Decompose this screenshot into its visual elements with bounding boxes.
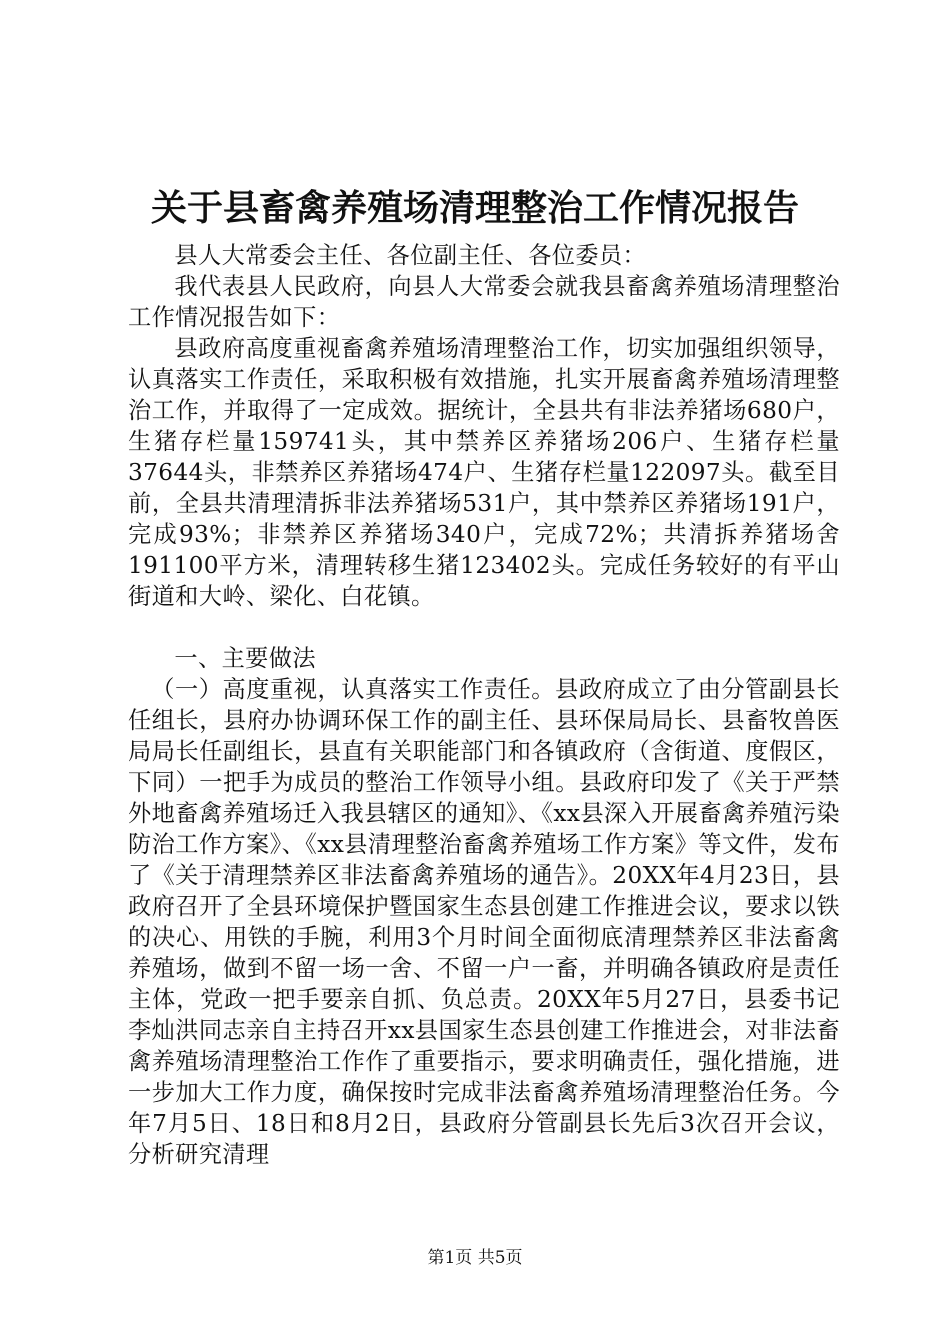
subsection-paragraph: （一）高度重视，认真落实工作责任。县政府成立了由分管副县长任组长，县府办协调环保工作的副主任、县环保局局长、县畜牧兽医局局长任副组长，县直有关职能部门和各镇政府（含街道、度假区，下同）一把手为成员的整治工作领导小组。县政府印发了《关于严禁外地畜禽养殖场迁入我县辖区的通知》、《xx县深入开展畜禽养殖污染防治工作方案》、《xx县清理整治畜禽养殖场工作方案》等文件，发布了《关于清理禁养区非法畜禽养殖场的通告》。20XX年4月23日，县政府召开了全县环境保护暨国家生态县创建工作推进会议，要求以铁的决心、用铁的手腕，利用3个月时间全面彻底清理禁养区非法畜禽养殖场，做到不留一场一舍、不留一户一畜，并明确各镇政府是责任主体，党政一把手要亲自抓、负总责。20XX年5月27日，县委书记李灿洪同志亲自主持召开xx县国家生态县创建工作推进会，对非法畜禽养殖场清理整治工作作了重要指示，要求明确责任，强化措施，进一步加大工作力度，确保按时完成非法畜禽养殖场清理整治任务。今年7月5日、18日和8月2日，县政府分管副县长先后3次召开会议，分析研究清理 xyxy=(128,676,840,1168)
document-body xyxy=(128,240,840,1170)
salutation: 县人大常委会主任、各位副主任、各位委员： xyxy=(174,242,647,269)
section-heading: 一、主要做法 xyxy=(174,645,316,672)
document-title: 关于县畜禽养殖场清理整治工作情况报告 xyxy=(150,187,799,229)
page-footer: 第1页 共5页 xyxy=(427,1248,523,1268)
paragraph-summary: 县政府高度重视畜禽养殖场清理整治工作，切实加强组织领导，认真落实工作责任，采取积极有效措施，扎实开展畜禽养殖场清理整治工作，并取得了一定成效。据统计，全县共有非法养猪场680户，生猪存栏量159741头，其中禁养区养猪场206户、生猪存栏量37644头，非禁养区养猪场474户、生猪存栏量122097头。截至目前，全县共清理清拆非法养猪场531户，其中禁养区养猪场191户，完成93%；非禁养区养猪场340户，完成72%；共清拆养猪场舍191100平方米，清理转移生猪123402头。完成任务较好的有平山街道和大岭、梁化、白花镇。 xyxy=(128,335,840,610)
paragraph-intro: 我代表县人民政府，向县人大常委会就我县畜禽养殖场清理整治工作情况报告如下： xyxy=(128,273,840,331)
